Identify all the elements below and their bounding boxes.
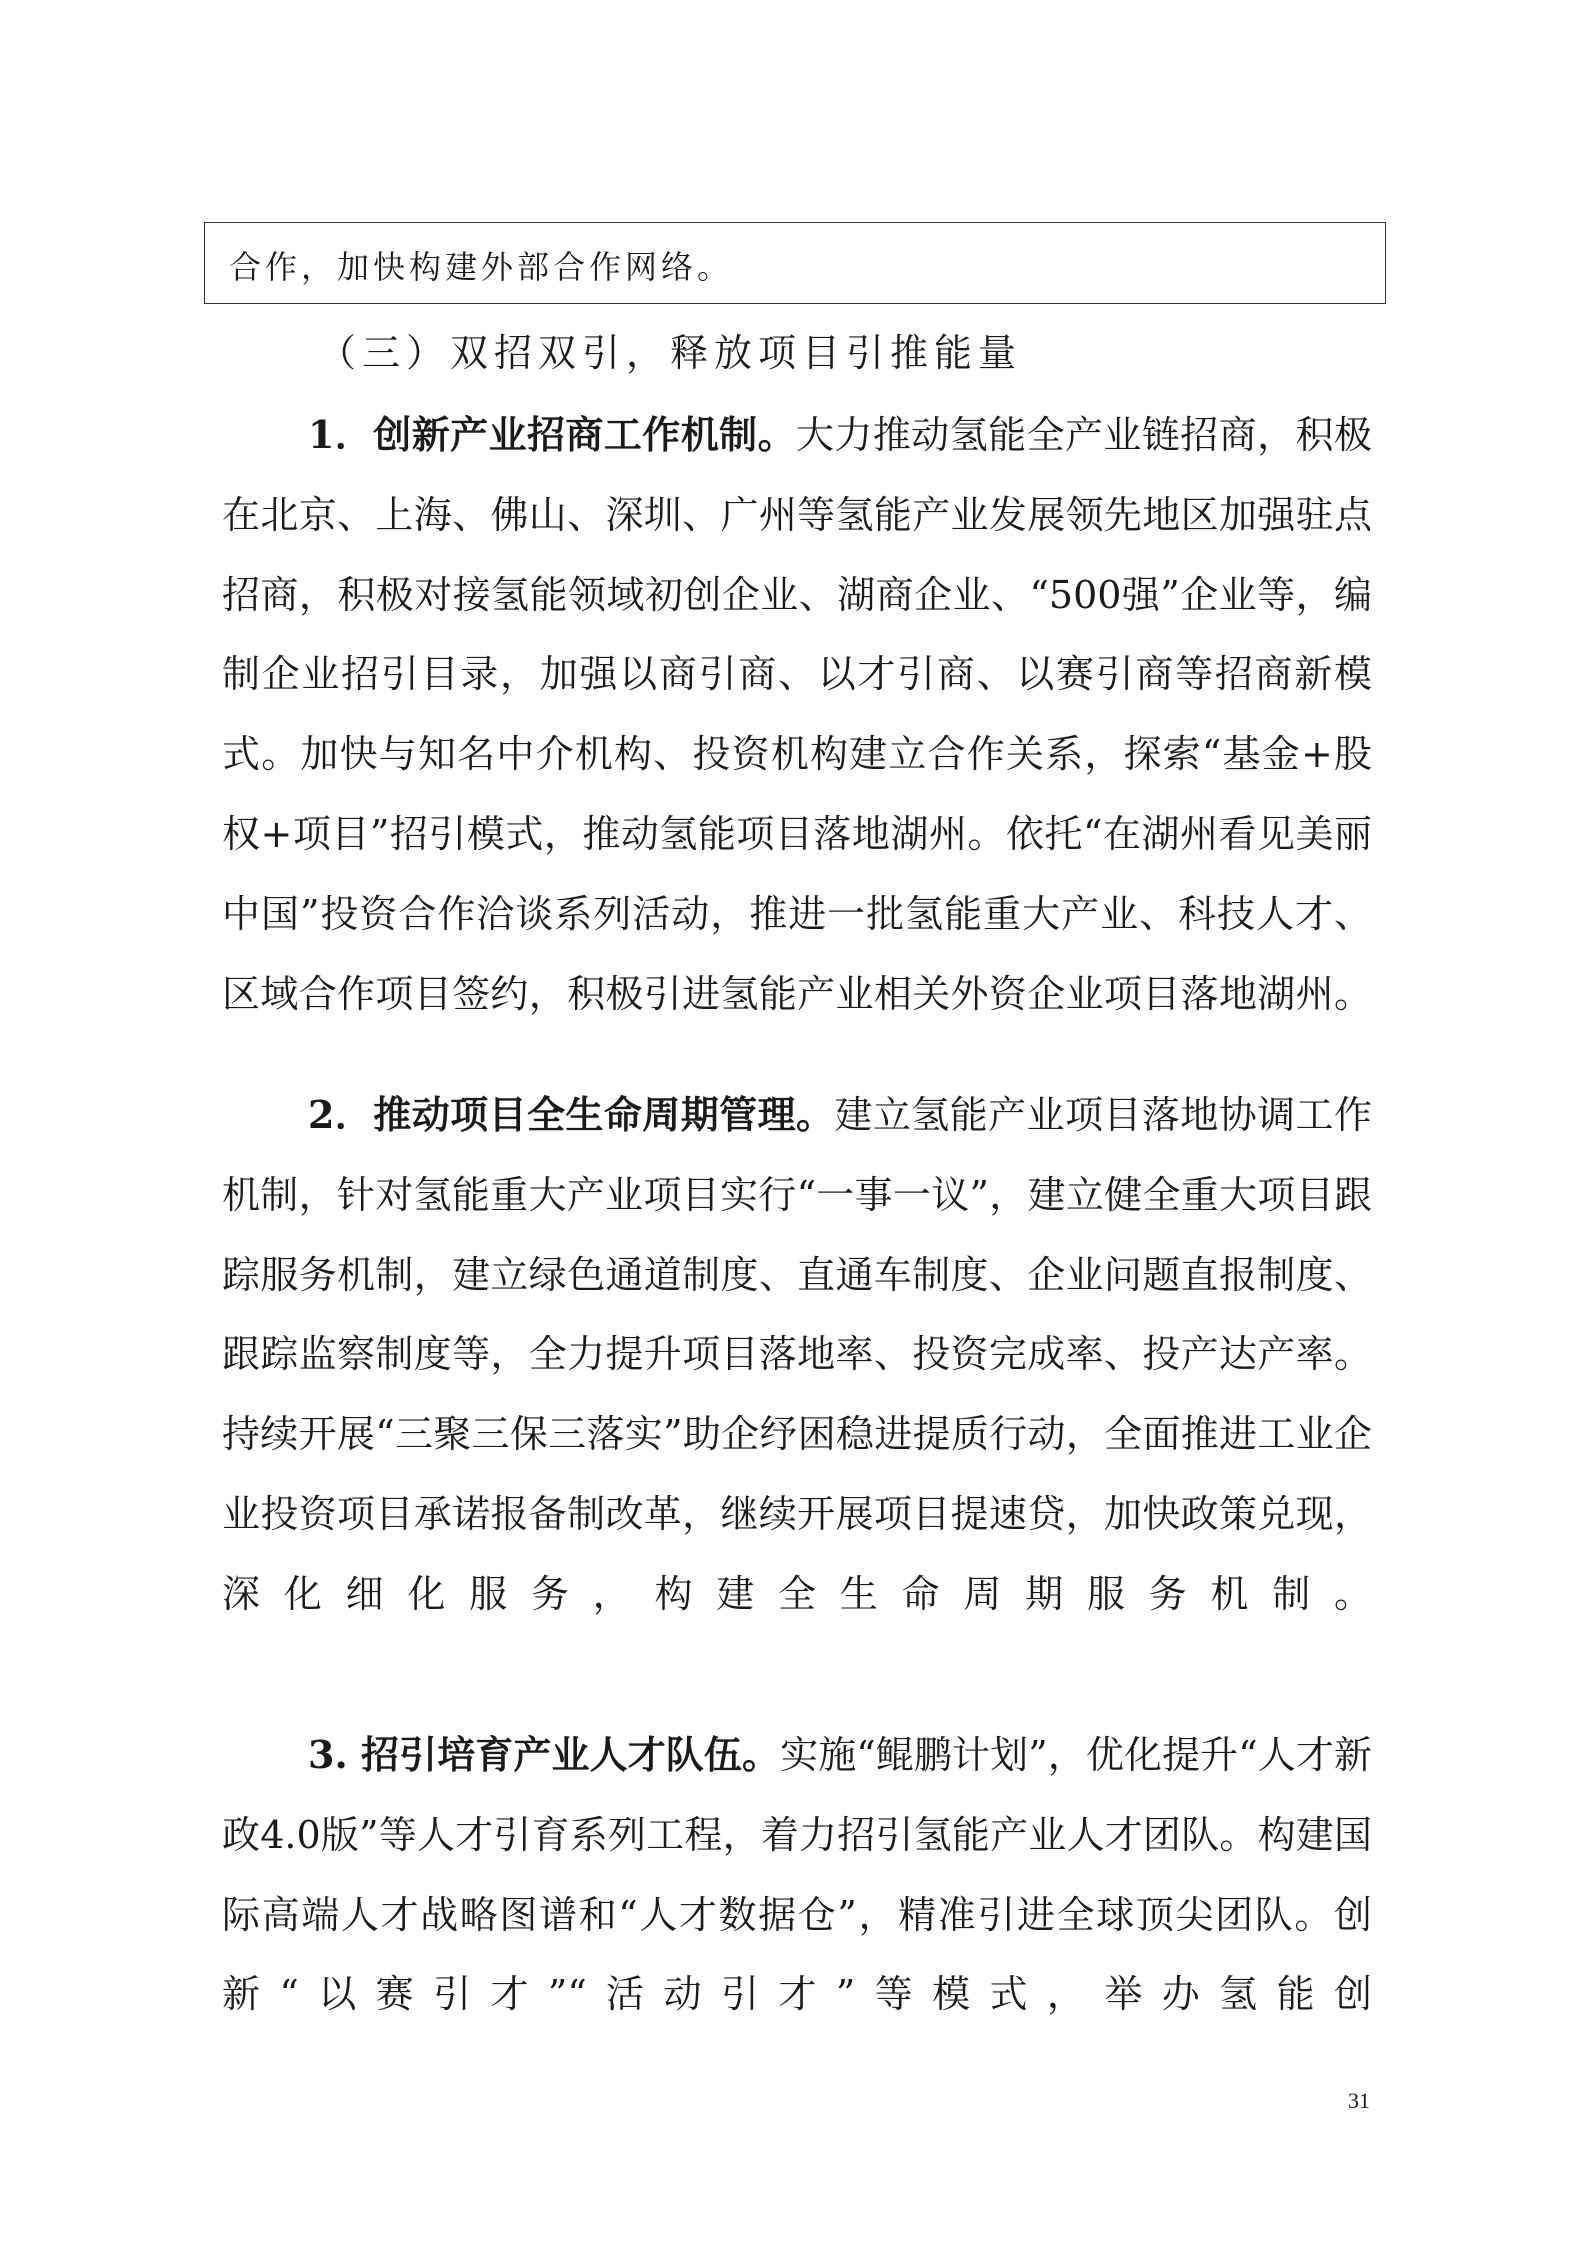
section-heading: （三）双招双引，释放项目引推能量 xyxy=(318,331,1023,375)
boxed-text: 合作，加快构建外部合作网络。 xyxy=(229,248,734,286)
continued-text-box xyxy=(204,222,1386,304)
paragraph-2-lead: 2．推动项目全生命周期管理。 xyxy=(308,1092,835,1137)
paragraph-1-lead: 1．创新产业招商工作机制。 xyxy=(308,412,796,457)
page-number: 31 xyxy=(1348,2088,1370,2113)
paragraph-3-body: 实施“鲲鹏计划”，优化提升“人才新政4.0版”等人才引育系列工程，着力招引氢能产业人才团队。构建国际高端人才战略图谱和“人才数据仓”，精准引进全球顶尖团队。创新“以赛引才”“活动引才”等模式，举办氢能创 xyxy=(222,1733,1372,2017)
paragraph-2 xyxy=(222,1075,1372,1715)
paragraph-1 xyxy=(222,395,1372,1035)
paragraph-2-body: 建立氢能产业项目落地协调工作机制，针对氢能重大产业项目实行“一事一议”，建立健全重大项目跟踪服务机制，建立绿色通道制度、直通车制度、企业问题直报制度、跟踪监察制度等，全力提升项目落地率、投资完成率、投产达产率。持续开展“三聚三保三落实”助企纾困稳进提质行动，全面推进工业企业投资项目承诺报备制改革，继续开展项目提速贷，加快政策兑现，深化细化服务，构建全生命周期服务机制。 xyxy=(222,1093,1372,1616)
paragraph-1-body: 大力推动氢能全产业链招商，积极在北京、上海、佛山、深圳、广州等氢能产业发展领先地区加强驻点招商，积极对接氢能领域初创企业、湖商企业、“500强”企业等，编制企业招引目录，加强以商引商、以才引商、以赛引商等招商新模式。加快与知名中介机构、投资机构建立合作关系，探索“基金+股权+项目”招引模式，推动氢能项目落地湖州。依托“在湖州看见美丽中国”投资合作洽谈系列活动，推进一批氢能重大产业、科技人才、区域合作项目签约，积极引进氢能产业相关外资企业项目落地湖州。 xyxy=(222,413,1372,1016)
paragraph-3 xyxy=(222,1715,1372,2035)
paragraph-3-lead: 3. 招引培育产业人才队伍。 xyxy=(308,1732,781,1777)
